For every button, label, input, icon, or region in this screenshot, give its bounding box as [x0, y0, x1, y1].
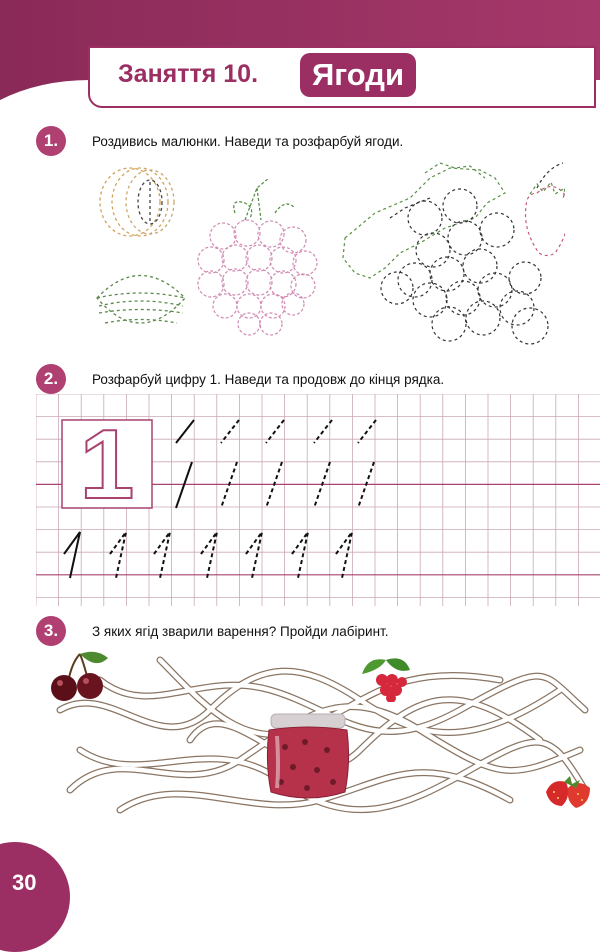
dashed-digit-one [110, 532, 126, 578]
big-digit-one: 1 [79, 409, 135, 519]
task-3-badge: 3. [36, 616, 66, 646]
cherry-icon [46, 648, 116, 704]
task-1-instruction: Роздивись малюнки. Наведи та розфарбуй ягоди. [92, 134, 404, 149]
strawberry-icon [542, 774, 594, 810]
dashed-digit-one [292, 532, 308, 578]
lesson-label: Заняття 10. [118, 60, 259, 88]
watermelon-tracing [97, 276, 185, 324]
berry-tracing-area[interactable] [85, 158, 565, 358]
dashed-digit-one [154, 532, 170, 578]
dashed-digit-one [201, 532, 217, 578]
task-2-badge: 2. [36, 364, 66, 394]
dashed-digit-one [336, 532, 352, 578]
raspberry-tracing [198, 220, 317, 335]
copybook-grid[interactable] [36, 394, 600, 606]
lesson-topic: Ягоди [300, 53, 416, 97]
task-1-badge: 1. [36, 126, 66, 156]
strawberry-tracing [526, 163, 566, 256]
page-number-badge [0, 842, 70, 952]
jam-jar-icon [265, 712, 351, 802]
raspberry-leaves-tracing [234, 178, 295, 220]
grapes-tracing [381, 189, 548, 344]
raspberry-icon [358, 654, 414, 702]
melon-half-tracing [100, 168, 174, 236]
dashed-digit-one [246, 532, 262, 578]
task-2-instruction: Розфарбуй цифру 1. Наведи та продовж до кінця рядка. [92, 372, 445, 387]
task-3-instruction: З яких ягід зварили варення? Пройди лабіринт. [92, 624, 389, 639]
sample-digit-one [64, 532, 80, 578]
page-number: 30 [12, 870, 37, 895]
grape-leaves-tracing [343, 163, 505, 278]
